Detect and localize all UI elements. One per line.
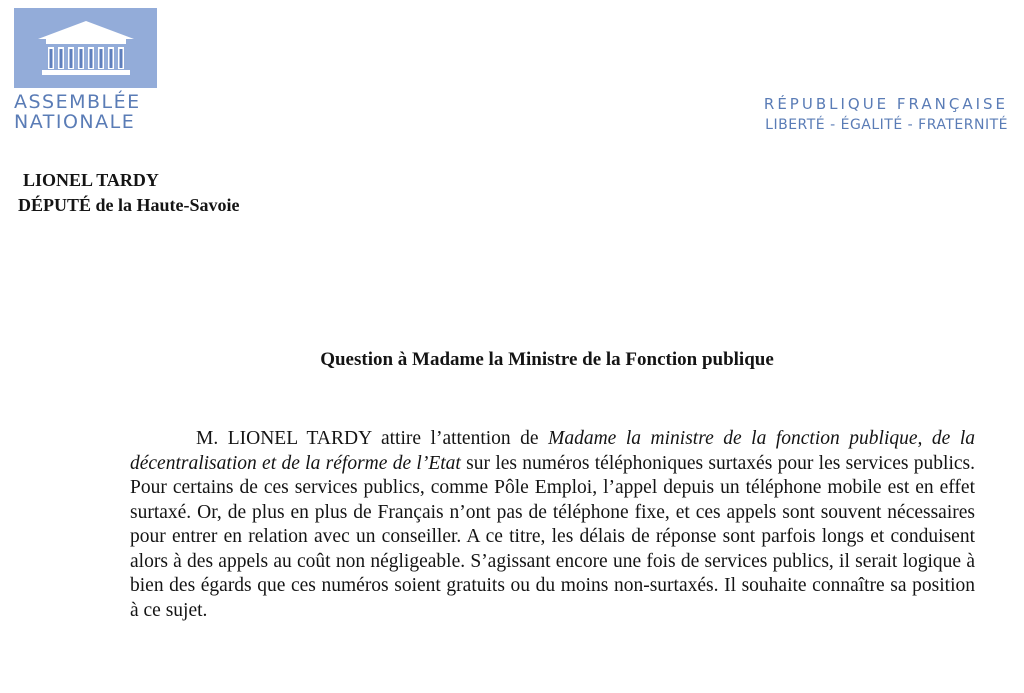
minister-addressee: Madame la ministre de la fonction publique, de la décentralisation et de la réforme de l’Etat [130, 428, 975, 474]
republic-name: RÉPUBLIQUE FRANÇAISE [763, 95, 1008, 113]
question-paragraph [130, 427, 975, 623]
deputy-title: DÉPUTÉ de la Haute-Savoie [18, 195, 240, 215]
logo-wordmark [14, 92, 162, 132]
question-body [130, 427, 975, 623]
deputy-block [18, 168, 240, 218]
question-text: sur les numéros téléphoniques surtaxés pour les services publics. Pour certains de ces services publics, comme Pôle Emploi, l’appel depuis un téléphone mobile est en effet surtaxé. Or, de plus en plus de Français n’ont pas de téléphone fixe, et ces appels sont souvent nécessaires pour entrer en relation avec un conseiller. A ce titre, les délais de réponse sont parfois longs et conduisent alors à des appels au coût non négligeable. S’agissant encore une fois de services publics, il serait logique à bien des égards que ces numéros soient gratuits ou du moins non-surtaxés. Il souhaite connaître sa position à ce sujet. [130, 452, 975, 621]
republic-header [764, 94, 1008, 136]
question-intro: M. LIONEL TARDY attire l’attention de [196, 428, 549, 449]
logo-line-1: ASSEMBLÉE [14, 91, 141, 113]
assemblee-emblem [14, 8, 157, 88]
logo-line-2: NATIONALE [14, 111, 136, 133]
republic-motto: LIBERTÉ - ÉGALITÉ - FRATERNITÉ [765, 117, 1008, 133]
deputy-name: LIONEL TARDY [23, 170, 159, 190]
question-title: Question à Madame la Ministre de la Fonction publique [320, 349, 774, 370]
assemblee-nationale-logo [14, 8, 162, 132]
parliament-building-icon [32, 17, 140, 79]
